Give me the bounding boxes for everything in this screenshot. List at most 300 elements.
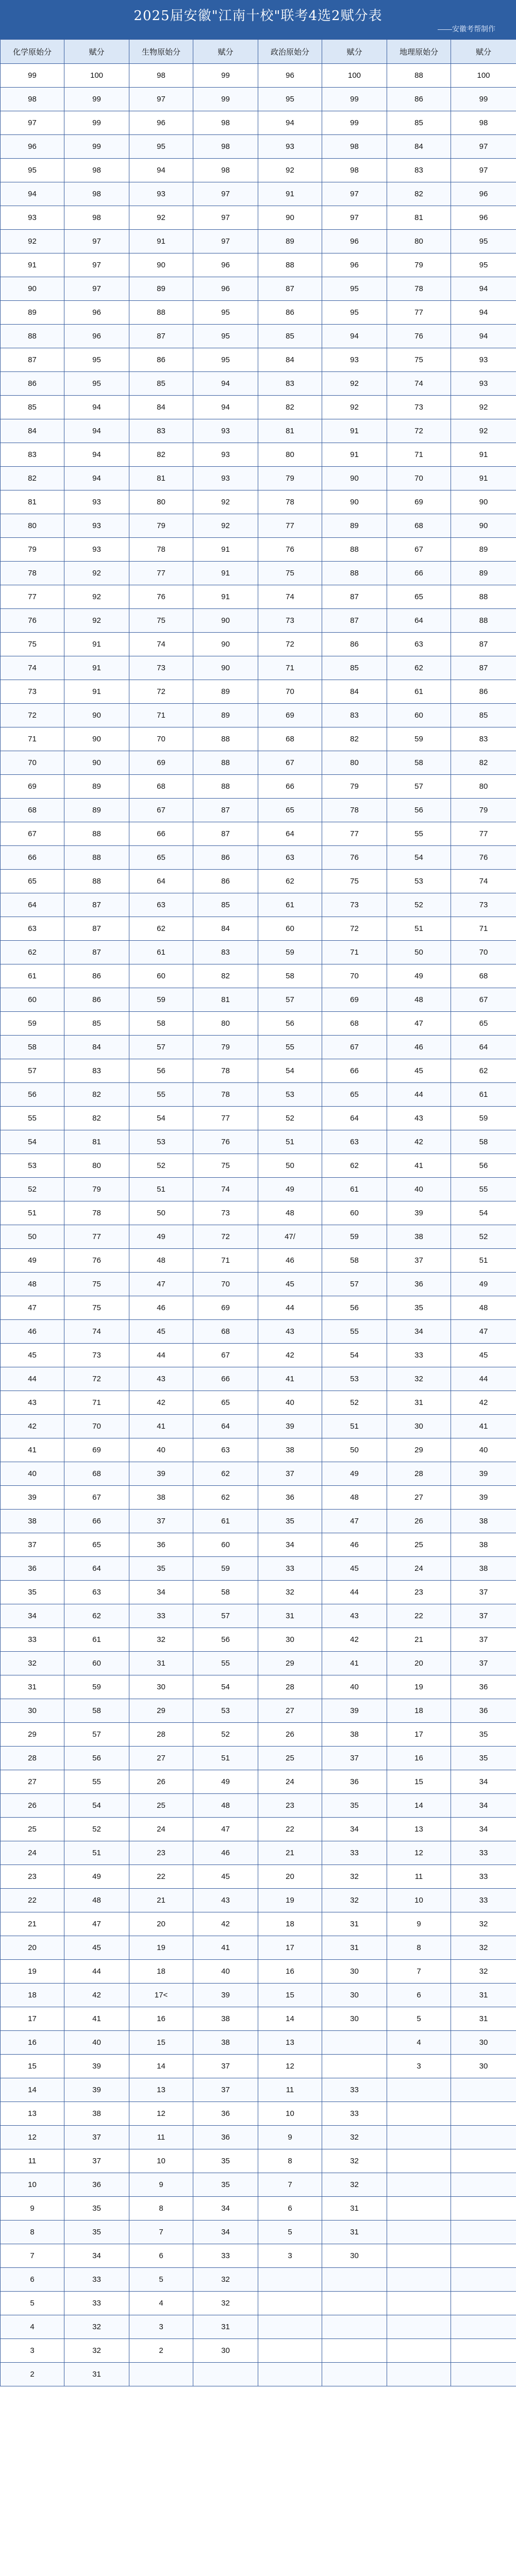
table-cell: 87 — [1, 348, 64, 372]
table-cell: 3 — [387, 2055, 451, 2078]
table-cell: 7 — [1, 2244, 64, 2268]
table-cell: 90 — [322, 490, 387, 514]
table-cell: 36 — [322, 1770, 387, 1794]
table-cell: 36 — [387, 1273, 451, 1296]
table-cell: 76 — [322, 846, 387, 870]
table-cell: 88 — [451, 585, 516, 609]
table-cell: 38 — [322, 1723, 387, 1747]
table-cell: 49 — [64, 1865, 129, 1889]
table-cell: 32 — [129, 1628, 193, 1652]
table-cell: 31 — [322, 2221, 387, 2244]
table-cell: 39 — [193, 1984, 258, 2007]
table-cell: 46 — [387, 1036, 451, 1059]
table-cell: 45 — [193, 1865, 258, 1889]
table-cell: 23 — [387, 1581, 451, 1604]
table-cell: 87 — [322, 609, 387, 633]
table-cell: 61 — [451, 1083, 516, 1107]
table-cell: 48 — [258, 1201, 322, 1225]
table-cell: 44 — [1, 1367, 64, 1391]
table-cell: 70 — [1, 751, 64, 775]
table-cell: 88 — [64, 822, 129, 846]
table-cell: 94 — [451, 325, 516, 348]
table-cell: 7 — [387, 1960, 451, 1984]
table-cell: 95 — [193, 348, 258, 372]
table-cell: 43 — [129, 1367, 193, 1391]
table-cell: 55 — [129, 1083, 193, 1107]
table-cell: 35 — [451, 1723, 516, 1747]
table-cell: 59 — [387, 727, 451, 751]
table-header-row — [1, 40, 516, 64]
table-body — [1, 64, 516, 2386]
table-cell: 27 — [129, 1747, 193, 1770]
table-row — [1, 775, 516, 799]
table-cell: 13 — [258, 2031, 322, 2055]
table-cell — [322, 2055, 387, 2078]
table-cell: 39 — [451, 1486, 516, 1510]
table-cell: 58 — [451, 1130, 516, 1154]
table-cell: 48 — [193, 1794, 258, 1818]
table-cell: 41 — [387, 1154, 451, 1178]
table-cell: 97 — [129, 88, 193, 111]
table-cell: 90 — [64, 751, 129, 775]
table-cell: 89 — [64, 799, 129, 822]
table-cell: 75 — [387, 348, 451, 372]
table-cell: 58 — [387, 751, 451, 775]
table-cell: 80 — [193, 1012, 258, 1036]
table-cell: 78 — [322, 799, 387, 822]
table-cell: 11 — [129, 2126, 193, 2149]
table-cell: 37 — [322, 1747, 387, 1770]
table-cell: 88 — [193, 775, 258, 799]
table-cell: 98 — [64, 159, 129, 182]
table-cell — [451, 2292, 516, 2315]
table-cell: 78 — [193, 1059, 258, 1083]
table-cell: 93 — [129, 182, 193, 206]
table-cell: 99 — [193, 88, 258, 111]
table-row — [1, 1818, 516, 1841]
maker-credit: ——安徽考帮制作 — [438, 25, 495, 33]
table-cell: 54 — [129, 1107, 193, 1130]
table-cell: 75 — [258, 562, 322, 585]
table-cell: 96 — [193, 277, 258, 301]
table-cell: 44 — [129, 1344, 193, 1367]
table-row — [1, 1889, 516, 1912]
table-cell: 58 — [64, 1699, 129, 1723]
table-cell: 51 — [258, 1130, 322, 1154]
table-cell: 86 — [258, 301, 322, 325]
column-header: 赋分 — [64, 40, 129, 64]
table-cell: 91 — [64, 656, 129, 680]
table-row — [1, 1154, 516, 1178]
table-cell: 91 — [322, 419, 387, 443]
table-cell: 32 — [193, 2268, 258, 2292]
table-cell: 89 — [129, 277, 193, 301]
table-cell: 98 — [451, 111, 516, 135]
table-row — [1, 1984, 516, 2007]
table-cell: 27 — [1, 1770, 64, 1794]
table-cell: 98 — [193, 135, 258, 159]
table-cell: 10 — [1, 2173, 64, 2197]
table-cell: 71 — [322, 941, 387, 964]
table-cell: 34 — [64, 2244, 129, 2268]
table-cell: 69 — [387, 490, 451, 514]
table-cell: 11 — [387, 1865, 451, 1889]
table-cell: 16 — [258, 1960, 322, 1984]
table-cell: 61 — [129, 941, 193, 964]
table-cell: 76 — [258, 538, 322, 562]
table-cell — [387, 2102, 451, 2126]
table-cell: 14 — [129, 2055, 193, 2078]
table-cell: 13 — [387, 1818, 451, 1841]
table-cell: 71 — [1, 727, 64, 751]
table-cell: 44 — [387, 1083, 451, 1107]
table-cell — [322, 2031, 387, 2055]
table-cell: 52 — [1, 1178, 64, 1201]
table-cell: 32 — [451, 1960, 516, 1984]
table-row — [1, 1367, 516, 1391]
table-cell: 66 — [193, 1367, 258, 1391]
table-row — [1, 1675, 516, 1699]
table-cell: 30 — [1, 1699, 64, 1723]
table-row — [1, 2197, 516, 2221]
table-cell — [451, 2315, 516, 2339]
table-row — [1, 2102, 516, 2126]
table-cell: 94 — [64, 419, 129, 443]
table-cell: 59 — [129, 988, 193, 1012]
table-cell: 90 — [451, 514, 516, 538]
table-cell: 62 — [1, 941, 64, 964]
table-cell: 80 — [1, 514, 64, 538]
table-cell: 27 — [387, 1486, 451, 1510]
table-cell: 32 — [193, 2292, 258, 2315]
table-cell: 85 — [322, 656, 387, 680]
table-cell: 93 — [64, 514, 129, 538]
table-row — [1, 419, 516, 443]
table-cell: 71 — [258, 656, 322, 680]
table-cell: 76 — [129, 585, 193, 609]
table-cell: 80 — [387, 230, 451, 253]
table-cell: 32 — [451, 1936, 516, 1960]
table-cell: 81 — [129, 467, 193, 490]
table-cell: 62 — [193, 1486, 258, 1510]
header-banner — [0, 0, 516, 39]
table-cell: 34 — [451, 1770, 516, 1794]
table-cell: 88 — [322, 562, 387, 585]
table-cell: 72 — [1, 704, 64, 727]
table-cell: 32 — [387, 1367, 451, 1391]
table-cell: 64 — [129, 870, 193, 893]
table-row — [1, 2007, 516, 2031]
table-cell: 26 — [387, 1510, 451, 1533]
table-cell: 53 — [129, 1130, 193, 1154]
table-cell — [387, 2315, 451, 2339]
table-cell: 47 — [451, 1320, 516, 1344]
table-cell: 84 — [387, 135, 451, 159]
table-row — [1, 964, 516, 988]
table-cell: 94 — [451, 301, 516, 325]
table-cell: 45 — [64, 1936, 129, 1960]
table-cell: 51 — [322, 1415, 387, 1438]
table-cell: 54 — [193, 1675, 258, 1699]
table-cell: 33 — [129, 1604, 193, 1628]
table-cell: 62 — [258, 870, 322, 893]
table-cell: 78 — [64, 1201, 129, 1225]
table-cell: 16 — [1, 2031, 64, 2055]
table-cell: 54 — [1, 1130, 64, 1154]
table-cell: 26 — [1, 1794, 64, 1818]
table-cell: 46 — [258, 1249, 322, 1273]
table-cell: 2 — [1, 2363, 64, 2386]
table-cell: 23 — [1, 1865, 64, 1889]
table-cell: 98 — [193, 159, 258, 182]
table-cell: 72 — [193, 1225, 258, 1249]
table-row — [1, 348, 516, 372]
table-cell: 64 — [258, 822, 322, 846]
table-row — [1, 64, 516, 88]
table-cell: 38 — [451, 1510, 516, 1533]
table-row — [1, 1273, 516, 1296]
table-cell: 33 — [387, 1344, 451, 1367]
table-cell: 54 — [258, 1059, 322, 1083]
table-cell: 64 — [451, 1036, 516, 1059]
table-cell: 75 — [322, 870, 387, 893]
table-cell: 64 — [64, 1557, 129, 1581]
table-cell: 94 — [64, 396, 129, 419]
table-cell: 67 — [387, 538, 451, 562]
table-cell: 42 — [451, 1391, 516, 1415]
table-cell: 83 — [387, 159, 451, 182]
table-cell: 11 — [258, 2078, 322, 2102]
table-row — [1, 396, 516, 419]
table-cell: 59 — [258, 941, 322, 964]
table-cell — [387, 2244, 451, 2268]
table-cell: 83 — [129, 419, 193, 443]
table-cell: 90 — [64, 704, 129, 727]
table-cell: 98 — [1, 88, 64, 111]
table-cell: 5 — [129, 2268, 193, 2292]
table-cell: 31 — [129, 1652, 193, 1675]
table-cell: 24 — [387, 1557, 451, 1581]
table-cell: 45 — [451, 1344, 516, 1367]
table-cell: 15 — [129, 2031, 193, 2055]
table-cell: 89 — [193, 704, 258, 727]
table-cell: 75 — [1, 633, 64, 656]
table-cell: 36 — [258, 1486, 322, 1510]
table-cell: 30 — [322, 2007, 387, 2031]
table-row — [1, 182, 516, 206]
table-cell: 83 — [64, 1059, 129, 1083]
table-cell: 29 — [387, 1438, 451, 1462]
table-cell: 86 — [322, 633, 387, 656]
table-cell: 47 — [1, 1296, 64, 1320]
table-cell: 87 — [451, 656, 516, 680]
table-cell: 63 — [193, 1438, 258, 1462]
table-cell: 86 — [451, 680, 516, 704]
table-cell: 49 — [387, 964, 451, 988]
table-cell: 60 — [322, 1201, 387, 1225]
table-cell: 78 — [387, 277, 451, 301]
table-cell: 59 — [193, 1557, 258, 1581]
table-cell: 48 — [1, 1273, 64, 1296]
table-row — [1, 443, 516, 467]
table-cell: 78 — [1, 562, 64, 585]
table-cell: 80 — [322, 751, 387, 775]
table-cell: 35 — [64, 2221, 129, 2244]
table-cell: 31 — [322, 2197, 387, 2221]
table-cell: 85 — [64, 1012, 129, 1036]
table-row — [1, 490, 516, 514]
table-cell — [258, 2363, 322, 2386]
table-cell: 94 — [258, 111, 322, 135]
table-cell: 97 — [322, 182, 387, 206]
table-cell: 45 — [258, 1273, 322, 1296]
table-cell: 49 — [193, 1770, 258, 1794]
table-cell: 40 — [322, 1675, 387, 1699]
table-cell: 69 — [193, 1296, 258, 1320]
table-row — [1, 917, 516, 941]
table-cell: 98 — [193, 111, 258, 135]
table-cell — [451, 2197, 516, 2221]
table-cell: 62 — [129, 917, 193, 941]
table-cell: 92 — [322, 372, 387, 396]
table-cell: 96 — [322, 253, 387, 277]
table-cell — [387, 2126, 451, 2149]
table-cell: 66 — [387, 562, 451, 585]
table-cell: 46 — [1, 1320, 64, 1344]
column-header: 地理原始分 — [387, 40, 451, 64]
table-cell: 73 — [129, 656, 193, 680]
table-row — [1, 609, 516, 633]
table-cell: 91 — [1, 253, 64, 277]
table-cell: 42 — [129, 1391, 193, 1415]
table-cell: 51 — [451, 1249, 516, 1273]
table-cell: 60 — [1, 988, 64, 1012]
table-cell: 54 — [64, 1794, 129, 1818]
table-cell: 6 — [258, 2197, 322, 2221]
table-cell: 86 — [64, 964, 129, 988]
table-cell: 48 — [64, 1889, 129, 1912]
table-cell: 70 — [451, 941, 516, 964]
table-row — [1, 2126, 516, 2149]
table-cell: 39 — [322, 1699, 387, 1723]
table-cell: 91 — [322, 443, 387, 467]
table-cell: 63 — [322, 1130, 387, 1154]
table-cell: 33 — [1, 1628, 64, 1652]
table-cell — [451, 2173, 516, 2197]
table-cell: 66 — [1, 846, 64, 870]
table-row — [1, 2268, 516, 2292]
table-cell: 59 — [322, 1225, 387, 1249]
table-cell: 97 — [193, 182, 258, 206]
table-cell: 34 — [322, 1818, 387, 1841]
table-cell: 94 — [322, 325, 387, 348]
table-cell: 58 — [1, 1036, 64, 1059]
table-cell: 84 — [64, 1036, 129, 1059]
table-cell: 57 — [1, 1059, 64, 1083]
table-cell: 75 — [64, 1296, 129, 1320]
table-cell: 93 — [322, 348, 387, 372]
table-cell: 87 — [451, 633, 516, 656]
table-cell: 68 — [64, 1462, 129, 1486]
table-cell: 50 — [129, 1201, 193, 1225]
table-cell: 79 — [387, 253, 451, 277]
table-cell: 21 — [258, 1841, 322, 1865]
table-cell: 9 — [129, 2173, 193, 2197]
table-cell: 98 — [322, 135, 387, 159]
table-cell: 47 — [322, 1510, 387, 1533]
table-cell: 43 — [1, 1391, 64, 1415]
table-cell: 63 — [1, 917, 64, 941]
table-cell — [258, 2268, 322, 2292]
table-cell: 79 — [1, 538, 64, 562]
table-cell: 35 — [129, 1557, 193, 1581]
table-row — [1, 1462, 516, 1486]
table-cell: 54 — [387, 846, 451, 870]
column-header: 生物原始分 — [129, 40, 193, 64]
table-cell: 91 — [64, 633, 129, 656]
table-cell: 65 — [1, 870, 64, 893]
table-cell: 71 — [129, 704, 193, 727]
table-cell: 30 — [193, 2339, 258, 2363]
table-cell: 35 — [387, 1296, 451, 1320]
table-cell: 4 — [387, 2031, 451, 2055]
table-row — [1, 111, 516, 135]
table-cell: 5 — [1, 2292, 64, 2315]
table-cell: 11 — [1, 2149, 64, 2173]
table-cell: 36 — [193, 2126, 258, 2149]
table-row — [1, 1723, 516, 1747]
table-cell: 84 — [258, 348, 322, 372]
table-cell: 82 — [258, 396, 322, 419]
table-cell: 40 — [258, 1391, 322, 1415]
table-cell: 52 — [322, 1391, 387, 1415]
table-cell: 62 — [451, 1059, 516, 1083]
table-cell: 74 — [451, 870, 516, 893]
table-cell: 21 — [387, 1628, 451, 1652]
table-cell: 36 — [193, 2102, 258, 2126]
table-cell: 41 — [129, 1415, 193, 1438]
table-cell: 88 — [451, 609, 516, 633]
table-cell: 41 — [258, 1367, 322, 1391]
table-row — [1, 988, 516, 1012]
table-cell: 69 — [64, 1438, 129, 1462]
table-cell: 90 — [193, 656, 258, 680]
table-cell: 7 — [129, 2221, 193, 2244]
table-row — [1, 846, 516, 870]
table-cell: 76 — [64, 1249, 129, 1273]
table-cell: 70 — [387, 467, 451, 490]
table-row — [1, 277, 516, 301]
table-cell: 89 — [322, 514, 387, 538]
table-cell: 8 — [129, 2197, 193, 2221]
table-cell: 30 — [258, 1628, 322, 1652]
table-cell: 96 — [193, 253, 258, 277]
table-cell: 36 — [451, 1675, 516, 1699]
table-cell: 95 — [1, 159, 64, 182]
table-cell: 65 — [322, 1083, 387, 1107]
table-cell: 33 — [451, 1865, 516, 1889]
table-cell: 56 — [64, 1747, 129, 1770]
table-cell: 32 — [64, 2315, 129, 2339]
table-cell: 71 — [387, 443, 451, 467]
table-cell: 84 — [129, 396, 193, 419]
table-cell: 84 — [193, 917, 258, 941]
table-cell: 33 — [64, 2292, 129, 2315]
table-cell: 43 — [387, 1107, 451, 1130]
table-cell: 19 — [1, 1960, 64, 1984]
table-cell: 97 — [322, 206, 387, 230]
table-cell: 97 — [64, 230, 129, 253]
